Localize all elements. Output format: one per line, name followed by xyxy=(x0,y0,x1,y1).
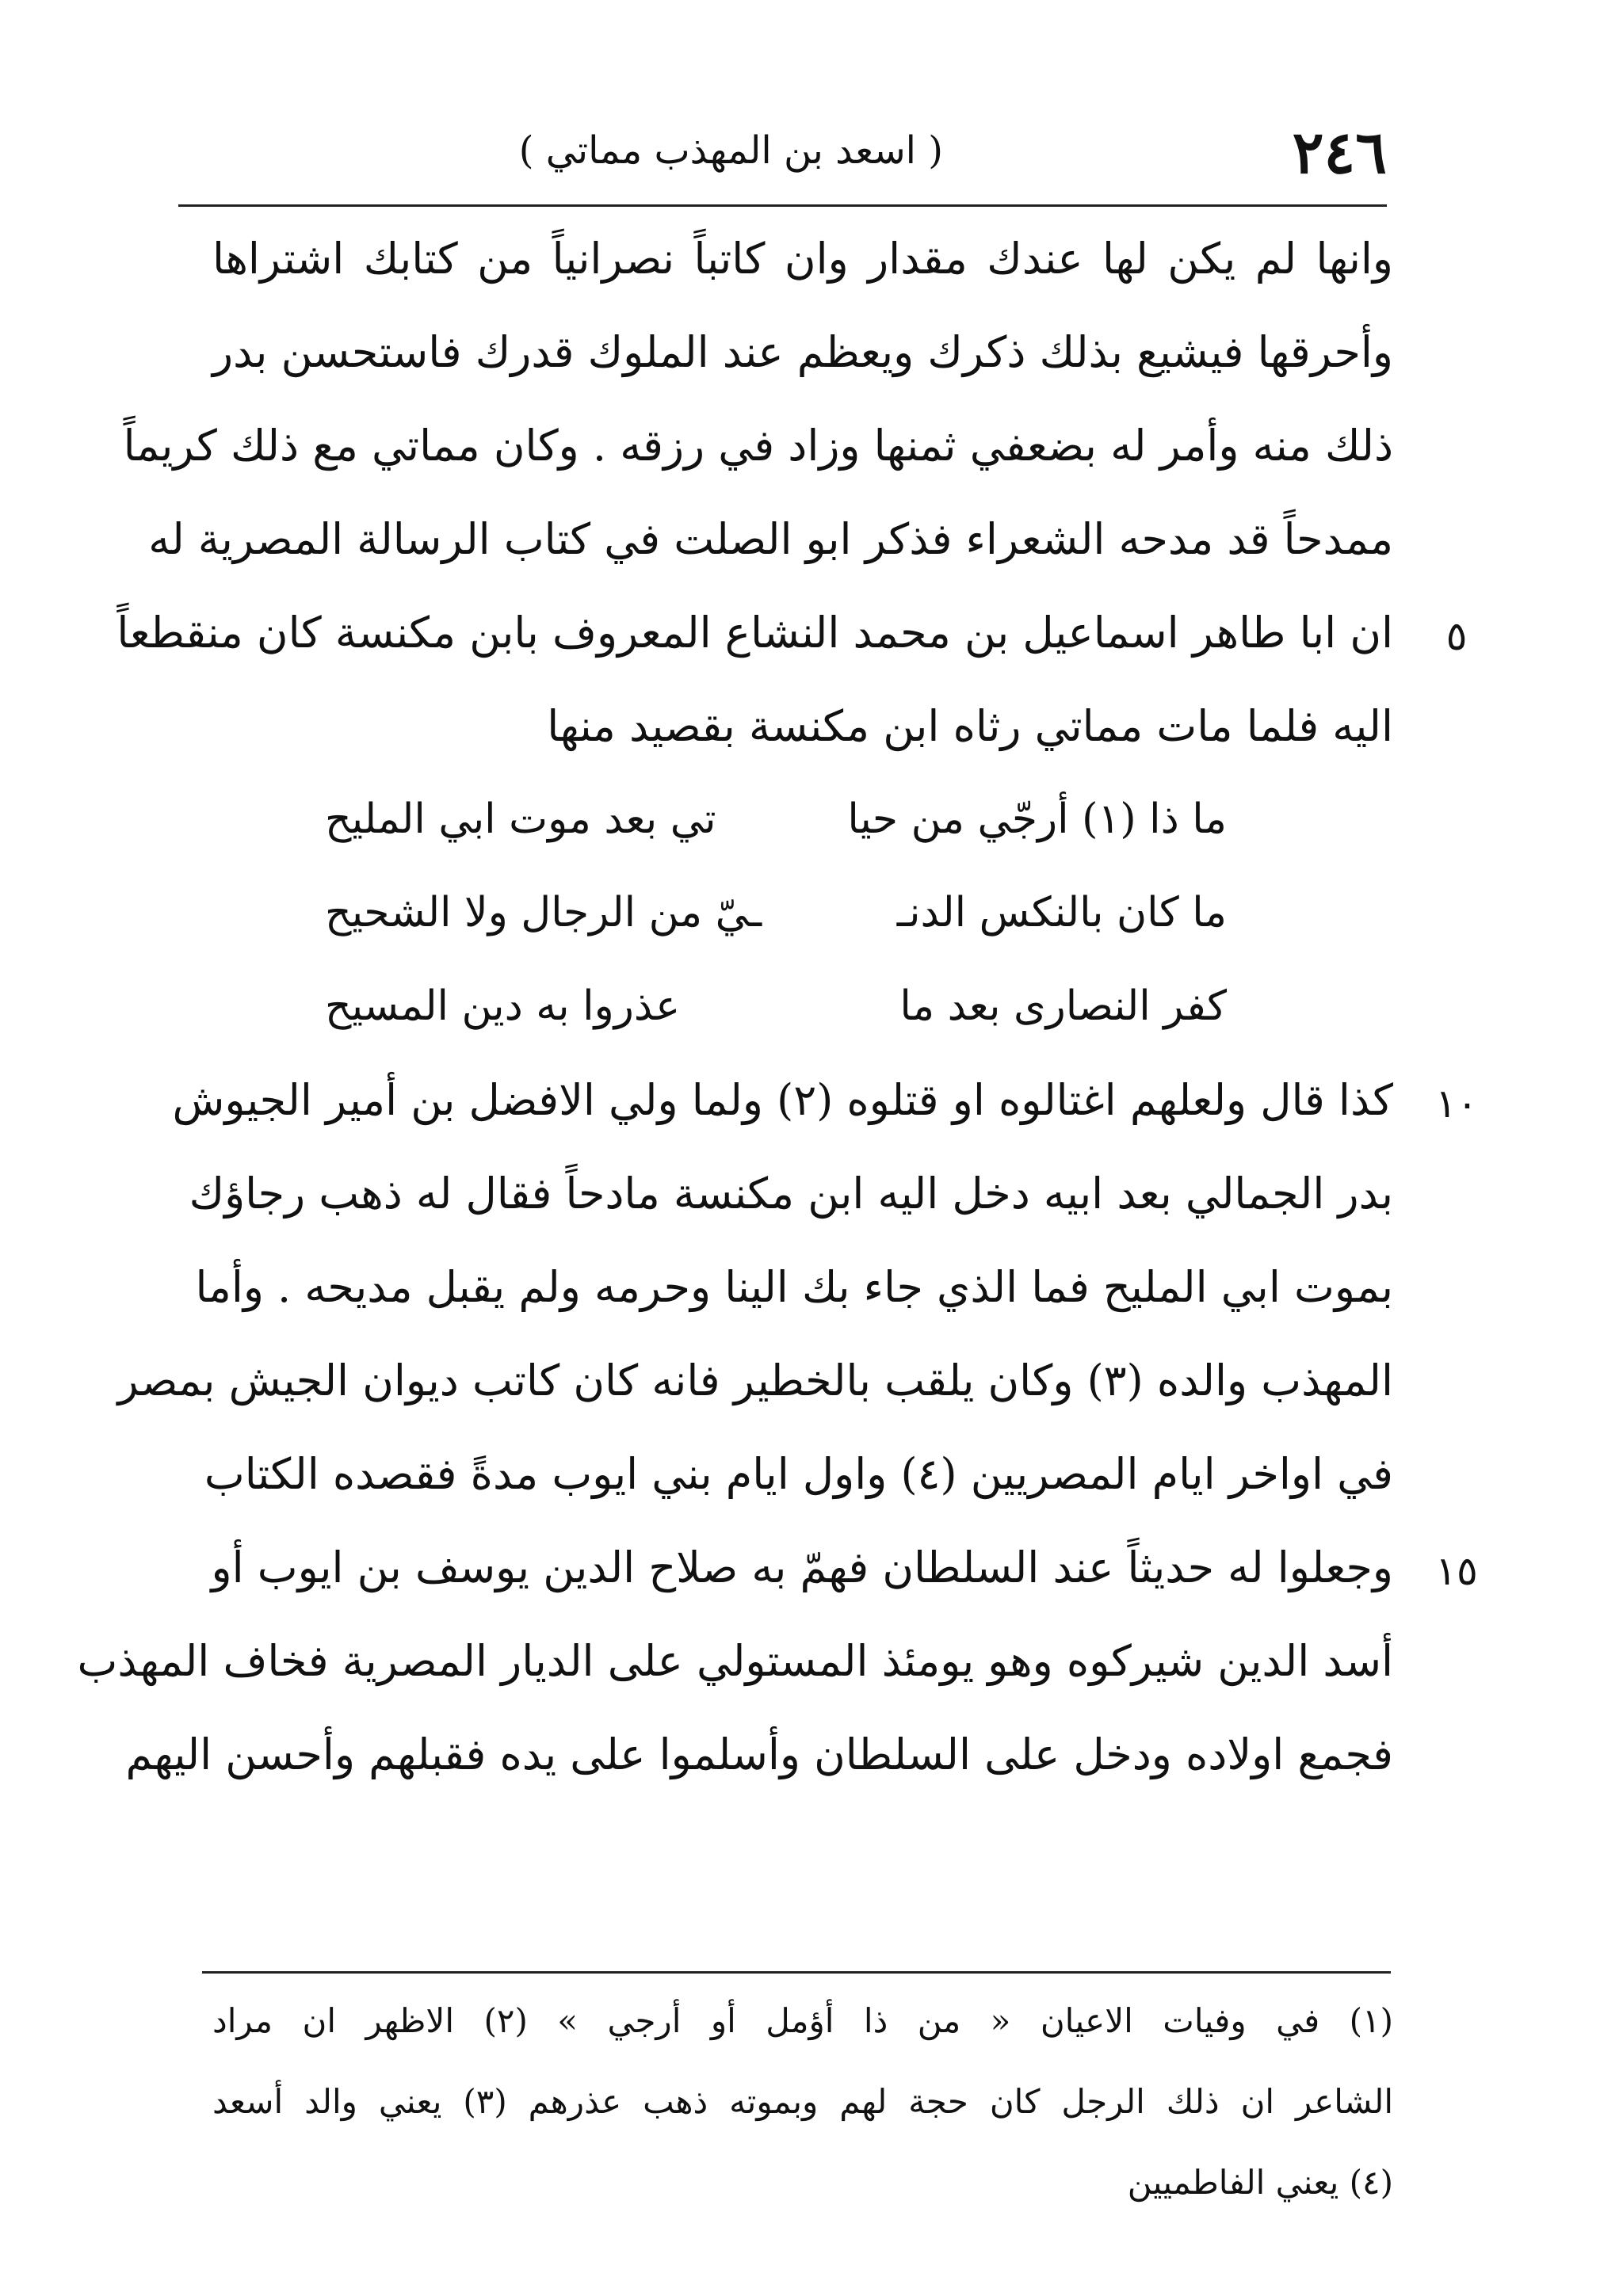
verse-second-hemistich: ـيّ من الرجال ولا الشحيح xyxy=(325,889,762,936)
verse-first-hemistich: ما ذا (١) أرجّي من حيا xyxy=(847,795,1227,843)
text-line: في اواخر ايام المصريين (٤) واول ايام بني ايوب مدةً فقصده الكتاب xyxy=(204,1449,1393,1499)
text-line: وانها لم يكن لها عندك مقدار وان كاتباً نصرانياً من كتابك اشتراها xyxy=(212,234,1393,284)
text-line: بدر الجمالي بعد ابيه دخل اليه ابن مكنسة مادحاً فقال له ذهب رجاؤك xyxy=(189,1169,1393,1219)
line-number-10: ١٠ xyxy=(1435,1081,1478,1127)
verse-second-hemistich: تي بعد موت ابي المليح xyxy=(325,795,716,843)
footnote-line: (١) في وفيات الاعيان « من ذا أؤمل أو أرجي » (٢) الاظهر ان مراد xyxy=(212,2001,1393,2040)
text-line: وجعلوا له حديثاً عند السلطان فهمّ به صلاح الدين يوسف بن ايوب أو xyxy=(211,1543,1393,1592)
footnote-rule xyxy=(202,1971,1391,1974)
text-line: المهذب والده (٣) وكان يلقب بالخطير فانه كان كاتب ديوان الجيش بمصر xyxy=(117,1356,1393,1405)
text-line: أسد الدين شيركوه وهو يومئذ المستولي على الديار المصرية فخاف المهذب xyxy=(77,1636,1393,1686)
verse-first-hemistich: ما كان بالنكس الدنـ xyxy=(896,889,1227,936)
text-line: بموت ابي المليح فما الذي جاء بك الينا وحرمه ولم يقبل مديحه . وأما xyxy=(195,1262,1393,1312)
text-line: ان ابا طاهر اسماعيل بن محمد النشاع المعروف بابن مكنسة كان منقطعاً xyxy=(116,608,1393,658)
text-line: فجمع اولاده ودخل على السلطان وأسلموا على يده فقبلهم وأحسن اليهم xyxy=(125,1730,1393,1779)
line-number-5: ٥ xyxy=(1445,613,1468,659)
header-rule xyxy=(178,204,1387,207)
text-line: اليه فلما مات مماتي رثاه ابن مكنسة بقصيد منها xyxy=(547,701,1393,751)
text-line: ذلك منه وأمر له بضعفي ثمنها وزاد في رزقه . وكان مماتي مع ذلك كريماً xyxy=(123,421,1393,471)
running-title: ( اسعد بن المهذب مماتي ) xyxy=(518,128,943,173)
verse-first-hemistich: كفر النصارى بعد ما xyxy=(899,982,1227,1030)
page-number: ٢٤٦ xyxy=(1292,119,1387,187)
line-number-15: ١٥ xyxy=(1435,1548,1478,1594)
text-line: ممدحاً قد مدحه الشعراء فذكر ابو الصلت في كتاب الرسالة المصرية له xyxy=(148,514,1393,564)
page-header xyxy=(174,119,1387,206)
footnote-line: الشاعر ان ذلك الرجل كان حجة لهم وبموته ذهب عذرهم (٣) يعني والد أسعد xyxy=(212,2082,1393,2121)
verse-second-hemistich: عذروا به دين المسيح xyxy=(325,982,681,1030)
footnote-line: (٤) يعني الفاطميين xyxy=(1127,2163,1393,2202)
text-line: كذا قال ولعلهم اغتالوه او قتلوه (٢) ولما ولي الافضل بن أمير الجيوش xyxy=(172,1075,1393,1125)
text-line: وأحرقها فيشيع بذلك ذكرك ويعظم عند الملوك قدرك فاستحسن بدر xyxy=(212,327,1393,377)
